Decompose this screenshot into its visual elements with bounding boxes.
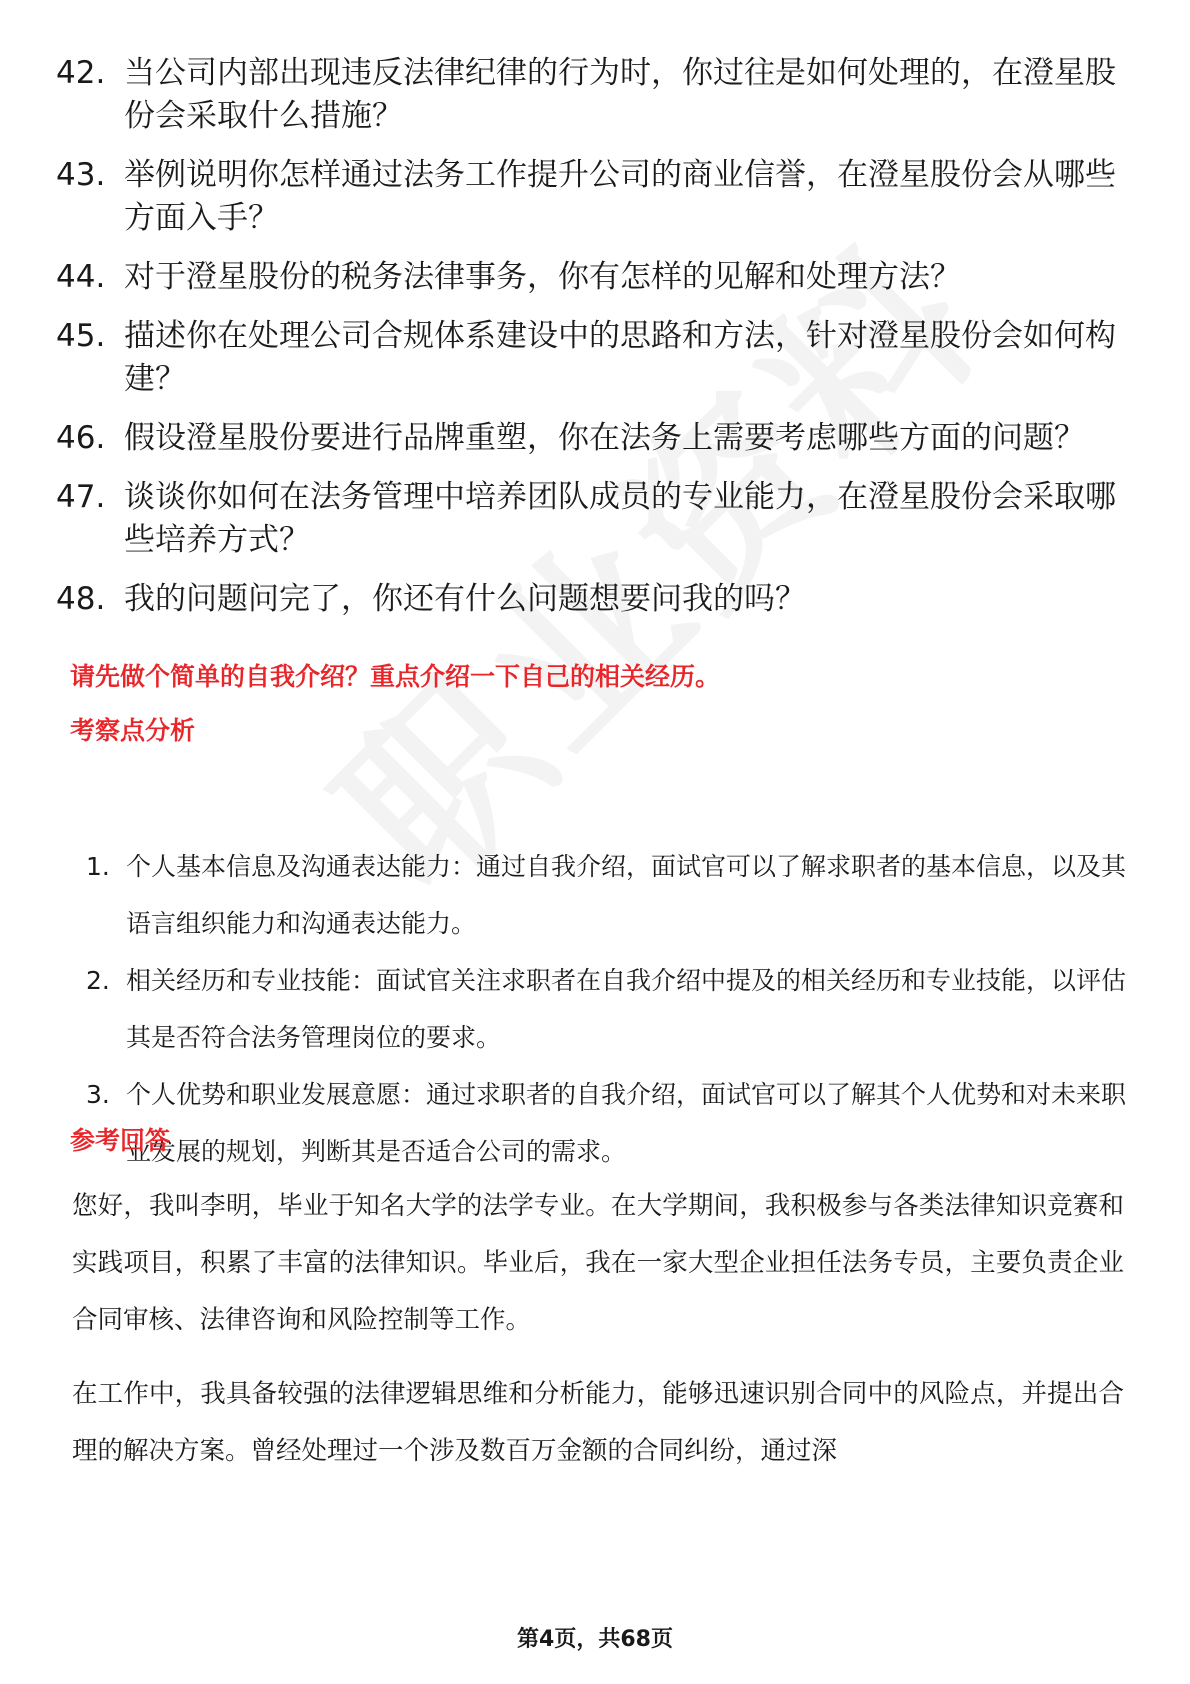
point-number: 3.	[86, 1080, 110, 1109]
point-text: 相关经历和专业技能：面试官关注求职者在自我介绍中提及的相关经历和专业技能，以评估其是否符合法务管理岗位的要求。	[126, 966, 1127, 1052]
answer-paragraph: 在工作中，我具备较强的法律逻辑思维和分析能力，能够迅速识别合同中的风险点，并提出合理的解决方案。曾经处理过一个涉及数百万金额的合同纠纷，通过深	[72, 1379, 1124, 1466]
question-item	[56, 52, 1136, 138]
page-number: 第4页，共68页	[517, 1627, 673, 1652]
question-item	[56, 154, 1136, 240]
question-number: 47.	[56, 479, 106, 515]
analysis-heading: 考察点分析	[70, 716, 196, 745]
analysis-points	[86, 838, 1126, 1180]
question-text: 对于澄星股份的税务法律事务，你有怎样的见解和处理方法？	[124, 259, 961, 295]
question-item	[56, 476, 1136, 562]
question-number: 44.	[56, 259, 106, 295]
point-text: 个人优势和职业发展意愿：通过求职者的自我介绍，面试官可以了解其个人优势和对未来职业发展的规划，判断其是否适合公司的需求。	[126, 1080, 1127, 1166]
question-item	[56, 417, 1136, 460]
question-number: 46.	[56, 420, 106, 456]
answer-heading: 参考回答	[70, 1126, 171, 1155]
question-number: 42.	[56, 55, 106, 91]
question-number: 48.	[56, 581, 106, 617]
question-text: 当公司内部出现违反法律纪律的行为时，你过往是如何处理的，在澄星股份会采取什么措施？	[124, 55, 1116, 134]
question-number: 43.	[56, 157, 106, 193]
list-item	[86, 952, 1126, 1066]
question-item	[56, 256, 1136, 299]
section-question-heading: 请先做个简单的自我介绍？重点介绍一下自己的相关经历。	[70, 662, 721, 691]
question-text: 描述你在处理公司合规体系建设中的思路和方法，针对澄星股份会如何构建？	[124, 318, 1116, 397]
question-item	[56, 578, 1136, 621]
answer-paragraph: 您好，我叫李明，毕业于知名大学的法学专业。在大学期间，我积极参与各类法律知识竞赛和实践项目，积累了丰富的法律知识。毕业后，我在一家大型企业担任法务专员，主要负责企业合同审核、法律咨询和风险控制等工作。	[72, 1191, 1124, 1335]
list-item	[86, 838, 1126, 952]
question-item	[56, 315, 1136, 401]
question-text: 举例说明你怎样通过法务工作提升公司的商业信誉，在澄星股份会从哪些方面入手？	[124, 157, 1116, 236]
point-number: 1.	[86, 852, 110, 881]
question-number: 45.	[56, 318, 106, 354]
point-number: 2.	[86, 966, 110, 995]
point-text: 个人基本信息及沟通表达能力：通过自我介绍，面试官可以了解求职者的基本信息，以及其语言组织能力和沟通表达能力。	[126, 852, 1127, 938]
question-text: 假设澄星股份要进行品牌重塑，你在法务上需要考虑哪些方面的问题？	[124, 420, 1085, 456]
question-text: 谈谈你如何在法务管理中培养团队成员的专业能力，在澄星股份会采取哪些培养方式？	[124, 479, 1116, 558]
list-item	[86, 1066, 1126, 1180]
question-text: 我的问题问完了，你还有什么问题想要问我的吗？	[124, 581, 806, 617]
question-list	[56, 52, 1136, 637]
